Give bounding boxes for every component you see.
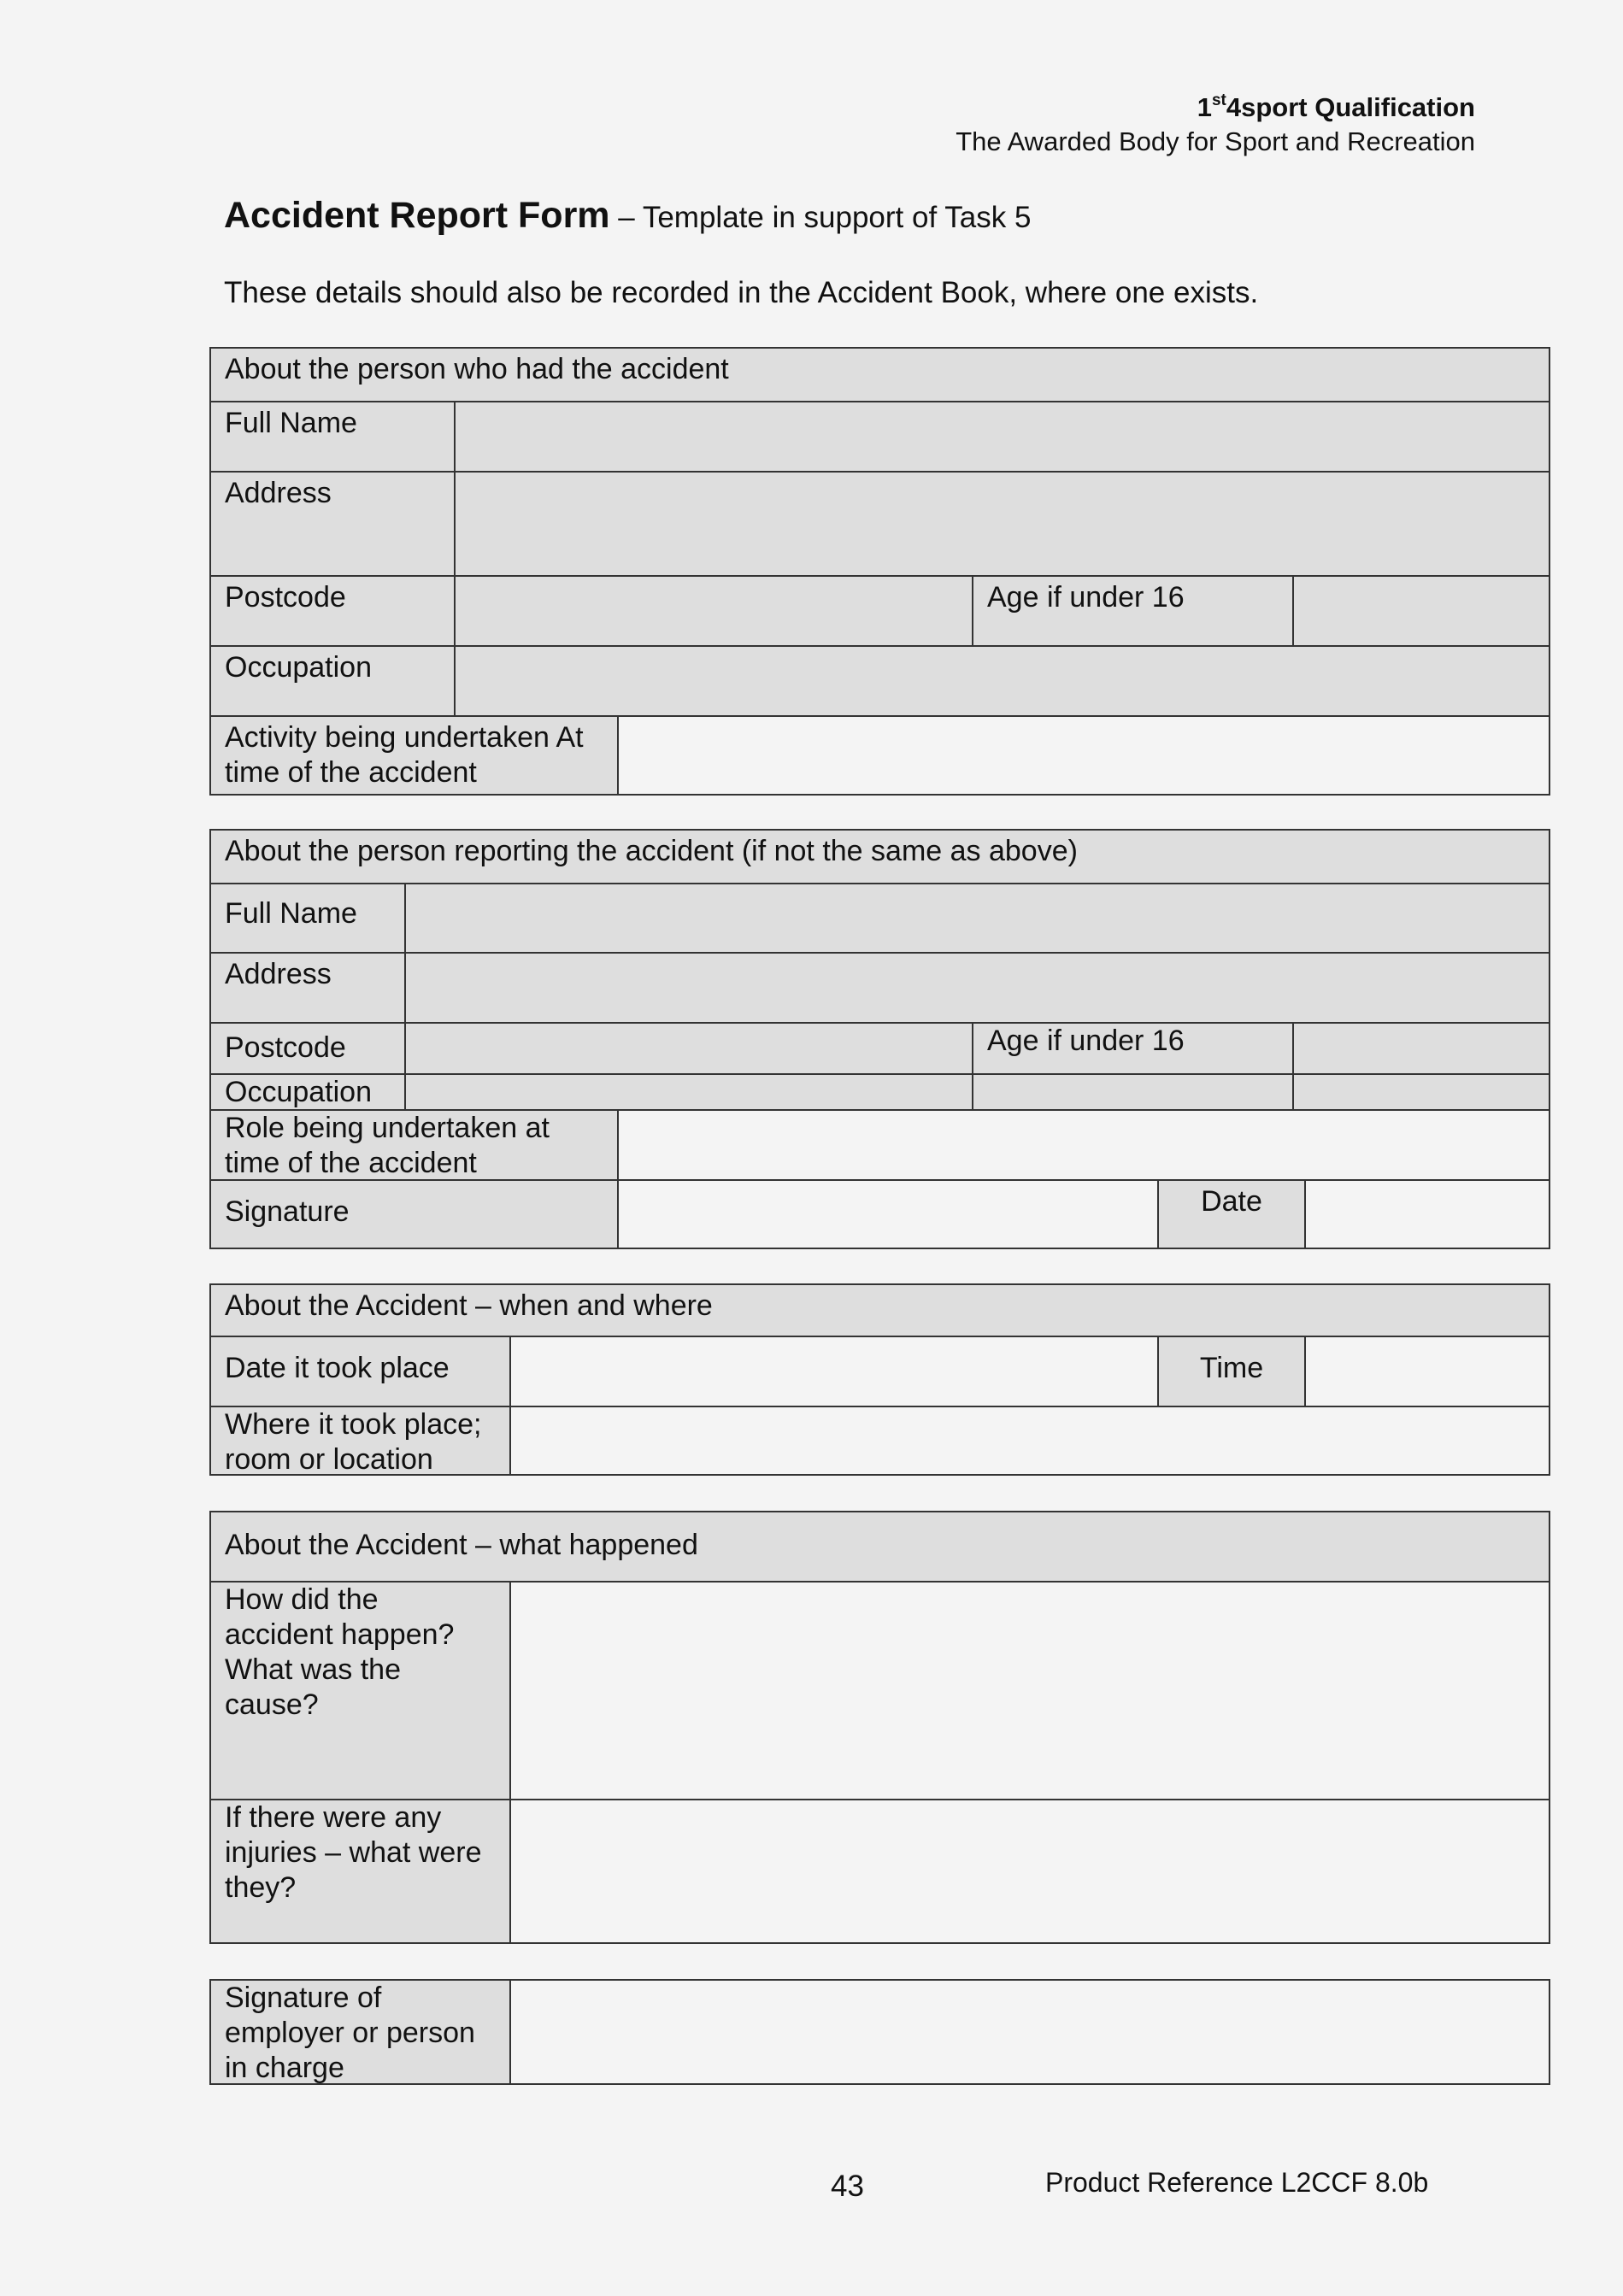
where-label: Where it took place; room or location	[211, 1407, 509, 1474]
section4-heading: About the Accident – what happened	[211, 1512, 1549, 1581]
signature-field[interactable]	[619, 1181, 1157, 1248]
injuries-label: If there were any injuries – what were they?	[211, 1800, 509, 1942]
occupation-field[interactable]	[456, 647, 1549, 716]
section-employer-signature	[209, 1979, 1550, 2085]
reporter-address-field[interactable]	[406, 954, 1549, 1022]
where-field[interactable]	[511, 1407, 1549, 1474]
section-person-reporting	[209, 829, 1550, 1249]
section3-heading: About the Accident – when and where	[211, 1285, 1549, 1336]
age-label: Age if under 16	[973, 577, 1292, 646]
address-label: Address	[211, 473, 454, 576]
activity-label: Activity being undertaken At time of the accident	[211, 717, 617, 794]
postcode-label: Postcode	[211, 577, 454, 646]
signature-label: Signature	[211, 1181, 617, 1248]
reporter-occupation-extra-2[interactable]	[1294, 1075, 1549, 1109]
reporter-age-label: Age if under 16	[973, 1024, 1292, 1073]
section-person-accident	[209, 347, 1550, 796]
section-what-happened	[209, 1511, 1550, 1944]
page-title: Accident Report Form – Template in support of Task 5	[224, 195, 1032, 236]
page-number: 43	[831, 2170, 864, 2203]
reporter-address-label: Address	[211, 954, 404, 1022]
reporter-postcode-field[interactable]	[406, 1024, 972, 1073]
reporter-age-field[interactable]	[1294, 1024, 1549, 1073]
full-name-field[interactable]	[456, 402, 1549, 472]
age-field[interactable]	[1294, 577, 1549, 646]
reporter-occupation-field[interactable]	[406, 1075, 972, 1109]
intro-text: These details should also be recorded in the Accident Book, where one exists.	[224, 276, 1259, 309]
section-when-where	[209, 1283, 1550, 1476]
date-label: Date	[1159, 1181, 1304, 1248]
awarding-body: The Awarded Body for Sport and Recreation	[956, 126, 1475, 156]
qualification-title: 1st4sport Qualification	[1197, 91, 1475, 122]
how-label: How did the accident happen? What was the cause?	[211, 1583, 509, 1799]
section1-heading: About the person who had the accident	[211, 349, 1549, 402]
reporter-full-name-label: Full Name	[211, 884, 404, 953]
how-field[interactable]	[511, 1583, 1549, 1799]
employer-signature-field[interactable]	[511, 1981, 1549, 2083]
reporter-occupation-extra-1[interactable]	[973, 1075, 1292, 1109]
time-field[interactable]	[1306, 1337, 1549, 1406]
product-reference: Product Reference L2CCF 8.0b	[1045, 2167, 1429, 2198]
signature-date-field[interactable]	[1306, 1181, 1549, 1248]
time-label: Time	[1159, 1337, 1304, 1406]
reporter-postcode-label: Postcode	[211, 1024, 404, 1073]
date-took-place-field[interactable]	[511, 1337, 1157, 1406]
occupation-label: Occupation	[211, 647, 454, 716]
date-took-place-label: Date it took place	[211, 1337, 509, 1406]
activity-field[interactable]	[619, 717, 1549, 794]
section2-heading: About the person reporting the accident (if not the same as above)	[211, 831, 1549, 884]
employer-signature-label: Signature of employer or person in charge	[211, 1981, 509, 2083]
injuries-field[interactable]	[511, 1800, 1549, 1942]
postcode-field[interactable]	[456, 577, 972, 646]
address-field[interactable]	[456, 473, 1549, 576]
reporter-occupation-label: Occupation	[211, 1075, 404, 1109]
role-field[interactable]	[619, 1111, 1549, 1179]
full-name-label: Full Name	[211, 402, 454, 472]
reporter-full-name-field[interactable]	[406, 884, 1549, 953]
role-label: Role being undertaken at time of the accident	[211, 1111, 617, 1179]
